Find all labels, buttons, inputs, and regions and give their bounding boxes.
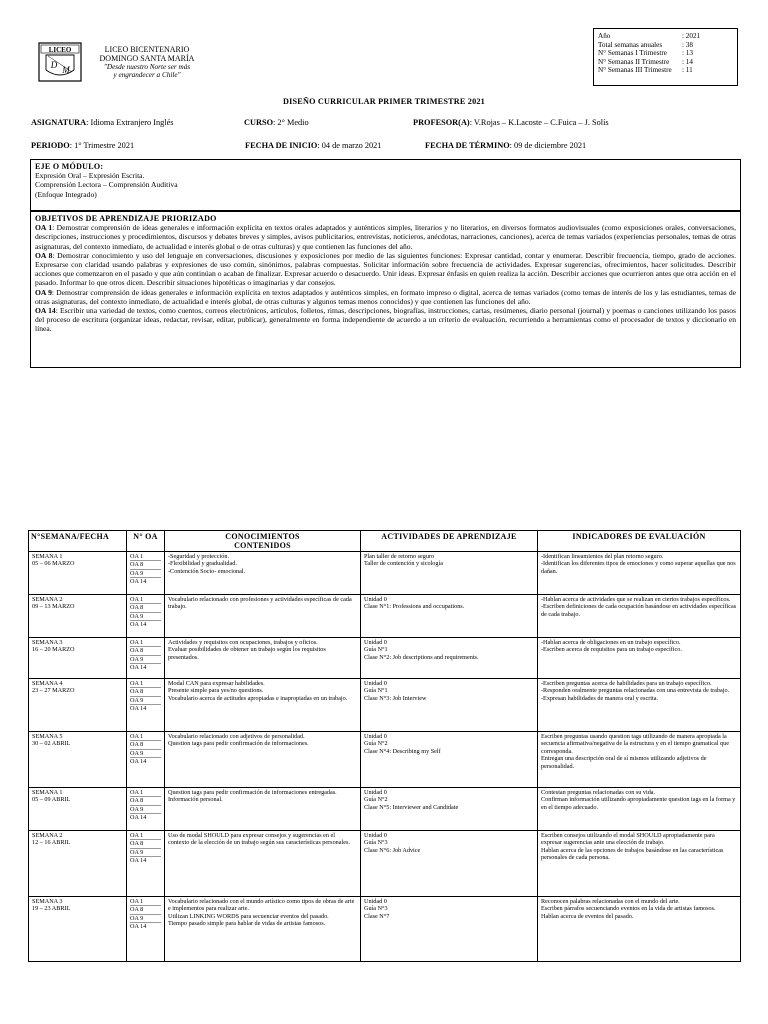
school-name-block	[88, 45, 206, 79]
cell-line: Vocabulario relacionado con el mundo artístico como tipos de obras de arte e implementos para realizar arte.	[168, 898, 355, 913]
week-date: 19 – 23 ABRIL	[32, 905, 71, 913]
cell-line: OA 8	[130, 840, 161, 848]
indicadores-cell	[538, 788, 741, 831]
column-header: N°SEMANA/FECHA	[29, 531, 127, 552]
school-name-line1: LICEO BICENTENARIO	[104, 45, 190, 54]
conocimientos-cell	[165, 831, 361, 897]
cell-line: OA 9	[130, 613, 161, 621]
objetivos-box	[30, 211, 741, 368]
week-label: SEMANA 2	[32, 596, 63, 603]
cell-line: Contestan preguntas relacionadas con su vida.	[541, 789, 656, 796]
cell-line: -Hablan acerca de actividades que se realizan en ciertos trabajos específicos.	[541, 596, 731, 603]
info-label: Total semanas anuales	[598, 40, 663, 49]
cell-line: Clase N°1: Professions and occupations.	[364, 603, 465, 611]
eje-heading: EJE O MÓDULO:	[35, 162, 104, 171]
cell-line: -Escriben definiciones de cada ocupación basándose en actividades específicas de cada trabajo.	[541, 603, 737, 618]
actividades-cell	[361, 897, 538, 962]
school-logo-icon	[38, 42, 82, 82]
info-label: Año	[598, 32, 611, 40]
oa-item: OA 1: Demostrar comprensión de ideas generales e información explícita en textos orales adaptados y auténticos simples, literarios y no literarios, en diversos formatos audiovisuales (como exposiciones orales, conversaciones, descripciones, instrucciones y procedimientos, discursos y debates breves y simples, avisos publicitarios, entrevistas, noticieros, anécdotas, narraciones, canciones), acerca de temas variados (experiencias personales, temas de otras asignaturas, del contexto inmediato, de actualidad e interés global o de otras culturas) y que contienen las funciones del año.	[35, 223, 736, 251]
info-value: : 38	[682, 40, 693, 49]
week-date: 30 – 02 ABRIL	[32, 740, 71, 748]
year-info-box	[593, 28, 738, 86]
indicadores-cell	[538, 897, 741, 962]
indicadores-cell	[538, 679, 741, 732]
cell-line: Hablan acerca de las opciones de trabajos basándose en las características personales de cada persona.	[541, 846, 724, 862]
week-cell	[29, 595, 127, 638]
column-header: CONOCIMIENTOS CONTENIDOS	[165, 531, 361, 552]
week-cell	[29, 638, 127, 679]
oa-cell	[127, 831, 165, 897]
fecha-termino-field: FECHA DE TÉRMINO: 09 de diciembre 2021	[425, 141, 587, 150]
cell-line: -Escriben preguntas acerca de habilidades para un trabajo específico.	[541, 680, 712, 687]
cell-line: OA 9	[130, 806, 161, 814]
school-motto-line1: "Desde nuestro Norte ser más	[103, 63, 191, 71]
cell-line: Vocabulario relacionado con profesiones y actividades específicas de cada trabajo.	[168, 596, 352, 611]
logo-text: LICEO	[48, 46, 72, 54]
oa-cell	[127, 897, 165, 962]
table-row	[29, 831, 741, 897]
svg-text:M: M	[62, 65, 70, 75]
school-name-line2: DOMINGO SANTA MARÍA	[99, 54, 195, 63]
actividades-cell	[361, 638, 538, 679]
cell-line: Unidad 0	[364, 733, 387, 740]
week-date: 09 – 13 MARZO	[32, 603, 75, 611]
oa-item: OA 9: Demostrar comprensión de ideas generales e información explícita en textos adaptados y auténticos simples, en formato impreso o digital, acerca de temas variados (como temas de interés de los y las estudiantes, temas de otras asignaturas, del contexto inmediato, de actualidad e interés global, de otras culturas y algunos temas menos conocidos) y que contienen las funciones del año.	[35, 287, 736, 306]
document-title: DISEÑO CURRICULAR PRIMER TRIMESTRE 2021	[283, 97, 485, 106]
cell-line: -Responden oralmente preguntas relacionadas con una entrevista de trabajo.	[541, 687, 730, 695]
oa-cell	[127, 638, 165, 679]
conocimientos-cell	[165, 679, 361, 732]
table-row	[29, 638, 741, 679]
cell-line: OA 9	[130, 697, 161, 705]
week-cell	[29, 788, 127, 831]
table-row	[29, 679, 741, 732]
actividades-cell	[361, 788, 538, 831]
cell-line: Unidad 0	[364, 639, 387, 646]
oa-cell	[127, 595, 165, 638]
table-row	[29, 595, 741, 638]
cell-line: Guía N°3	[364, 905, 388, 913]
cell-line: Unidad 0	[364, 596, 387, 603]
info-value: : 14	[682, 57, 693, 66]
cell-line: Clase N°5: Interviewer and Candidate	[364, 803, 459, 811]
cell-line: OA 1	[130, 639, 161, 647]
cell-line: OA 8	[130, 906, 161, 914]
indicadores-cell	[538, 552, 741, 595]
cell-line: Utilizan LINKING WORDS para secuenciar eventos del pasado.	[168, 912, 329, 920]
cell-line: OA 1	[130, 680, 161, 688]
cell-line: OA 14	[130, 758, 147, 766]
cell-line: OA 1	[130, 789, 161, 797]
cell-line: OA 14	[130, 923, 147, 931]
column-header: ACTIVIDADES DE APRENDIZAJE	[361, 531, 538, 552]
cell-line: -Seguridad y protección.	[168, 553, 229, 560]
cell-line: -Hablan acerca de obligaciones en un trabajo específico.	[541, 639, 681, 646]
eje-modulo-box	[30, 159, 741, 211]
eje-line: (Enfoque Integrado)	[35, 189, 97, 199]
week-cell	[29, 732, 127, 788]
cell-line: OA 14	[130, 705, 147, 713]
week-label: SEMANA 4	[32, 680, 63, 687]
indicadores-cell	[538, 638, 741, 679]
table-row	[29, 788, 741, 831]
week-label: SEMANA 1	[32, 789, 63, 796]
planning-table	[28, 530, 741, 962]
cell-line: OA 9	[130, 750, 161, 758]
cell-line: Escriben consejos utilizando el modal SHOULD apropiadamente para expresar sugerencias ante una elección de trabajo.	[541, 832, 715, 847]
column-header: INDICADORES DE EVALUACIÓN	[538, 531, 741, 552]
oa-item: OA 8: Demostrar conocimiento y uso del lenguaje en conversaciones, discusiones y exposiciones por medio de las siguientes funciones: Expresar cantidad, contar y enumerar. Describir frecuencia, tiempo, grado de acciones. Expresarse con claridad usando palabras y expresiones de uso común, sinónimos, palabras compuestas. Solicitar información sobre frecuencia de actividades. Expresar sugerencias, ofrecimientos, hacer solicitudes. Describir acciones que comenzaron en el pasado y que aún continúan o acaban de finalizar. Expresar acuerdo o desacuerdo. Unir ideas. Expresar énfasis en quien realiza la acción. Describir acciones que ocurrieron antes que otra acción en el pasado. Informar lo que otros dicen. Describir situaciones hipotéticas o imaginarias y dar consejos.	[35, 250, 736, 288]
cell-line: Hablan acerca de eventos del pasado.	[541, 912, 634, 920]
column-header: N° OA	[127, 531, 165, 552]
cell-line: OA 1	[130, 898, 161, 906]
info-row	[598, 41, 733, 50]
week-date: 12 – 16 ABRIL	[32, 839, 71, 847]
actividades-cell	[361, 831, 538, 897]
cell-line: Unidad 0	[364, 789, 387, 796]
cell-line: -Escriben acerca de requisitos para un trabajo específico.	[541, 646, 682, 654]
info-value: : 2021	[682, 32, 701, 40]
cell-line: Plan taller de retorno seguro	[364, 553, 435, 560]
cell-line: Vocabulario acerca de actitudes apropiadas e inapropiadas en un trabajo.	[168, 694, 348, 702]
svg-text:D: D	[50, 60, 58, 70]
school-motto-line2: y engrandecer a Chile"	[113, 71, 181, 80]
cell-line: Guía N°1	[364, 687, 388, 695]
conocimientos-cell	[165, 732, 361, 788]
cell-line: -Identifican los diferentes tipos de emociones y como superar aquellas que nos dañan.	[541, 560, 736, 575]
actividades-cell	[361, 595, 538, 638]
week-label: SEMANA 5	[32, 733, 63, 740]
indicadores-cell	[538, 732, 741, 788]
cell-line: Guía N°1	[364, 646, 388, 654]
cell-line: Question tags para pedir confirmación de informaciones.	[168, 740, 309, 748]
cell-line: Vocabulario relacionado con adjetivos de personalidad.	[168, 733, 305, 740]
cell-line: OA 14	[130, 578, 147, 586]
cell-line: Unidad 0	[364, 832, 387, 839]
actividades-cell	[361, 732, 538, 788]
cell-line: OA 14	[130, 857, 147, 865]
oa-cell	[127, 788, 165, 831]
eje-line: Comprensión Lectora – Comprensión Auditiva	[35, 180, 178, 190]
cell-line: Clase N°3: Job Interview	[364, 694, 427, 702]
week-label: SEMANA 2	[32, 832, 63, 839]
periodo-field: PERIODO: 1° Trimestre 2021	[31, 141, 135, 150]
cell-line: Guía N°2	[364, 796, 388, 804]
info-label: N° Semanas I Trimestre	[598, 49, 667, 58]
cell-line: OA 14	[130, 621, 147, 629]
fecha-inicio-field: FECHA DE INICIO: 04 de marzo 2021	[245, 141, 382, 150]
week-label: SEMANA 3	[32, 898, 63, 905]
cell-line: -Expresan habilidades de manera oral y escrita.	[541, 694, 658, 702]
info-label: N° Semanas II Trimestre	[598, 57, 670, 66]
cell-line: -Contención Socio- emocional.	[168, 567, 246, 575]
indicadores-cell	[538, 831, 741, 897]
week-label: SEMANA 1	[32, 553, 63, 560]
cell-line: OA 9	[130, 915, 161, 923]
cell-line: OA 8	[130, 647, 161, 655]
actividades-cell	[361, 552, 538, 595]
cell-line: Clase N°7	[364, 912, 390, 920]
cell-line: OA 14	[130, 814, 147, 822]
info-value: : 11	[682, 66, 693, 75]
cell-line: Question tags para pedir confirmación de informaciones entregadas.	[168, 789, 337, 796]
cell-line: -Flexibilidad y gradualidad.	[168, 560, 237, 568]
asignatura-field: ASIGNATURA: Idioma Extranjero Inglés	[31, 118, 174, 127]
cell-line: OA 1	[130, 832, 161, 840]
cell-line: OA 9	[130, 849, 161, 857]
cell-line: Clase N°4: Describing my Self	[364, 747, 441, 755]
objetivos-heading: OBJETIVOS DE APRENDIZAJE PRIORIZADO	[35, 214, 217, 223]
cell-line: Modal CAN para expresar habilidades.	[168, 680, 265, 687]
week-date: 05 – 09 ABRIL	[32, 796, 71, 804]
cell-line: Confirman información utilizando apropiadamente question tags en la forma y en el tiempo adecuado.	[541, 796, 736, 811]
cell-line: OA 9	[130, 656, 161, 664]
info-row	[598, 66, 733, 75]
profesor-field: PROFESOR(A): V.Rojas – K.Lacoste – C.Fuica – J. Solís	[413, 118, 609, 127]
cell-line: OA 1	[130, 733, 161, 741]
cell-line: Unidad 0	[364, 680, 387, 687]
info-row	[598, 49, 733, 58]
actividades-cell	[361, 679, 538, 732]
cell-line: Unidad 0	[364, 898, 387, 905]
indicadores-cell	[538, 595, 741, 638]
conocimientos-cell	[165, 552, 361, 595]
oa-cell	[127, 552, 165, 595]
cell-line: Actividades y requisitos con ocupaciones, trabajos y oficios.	[168, 639, 318, 646]
table-row	[29, 552, 741, 595]
cell-line: OA 1	[130, 553, 161, 561]
cell-line: Clase N°2: Job descriptions and requirements.	[364, 653, 479, 661]
conocimientos-cell	[165, 897, 361, 962]
eje-line: Expresión Oral – Expresión Escrita.	[35, 171, 145, 181]
cell-line: OA 8	[130, 797, 161, 805]
info-row	[598, 58, 733, 67]
conocimientos-cell	[165, 638, 361, 679]
cell-line: Uso de modal SHOULD para expresar consejos y sugerencias en el contexto de la elección de un trabajo según sus características personales.	[168, 832, 350, 847]
cell-line: OA 14	[130, 664, 147, 672]
week-label: SEMANA 3	[32, 639, 63, 646]
week-cell	[29, 897, 127, 962]
info-row	[598, 32, 733, 41]
cell-line: Guía N°2	[364, 740, 388, 748]
week-cell	[29, 679, 127, 732]
cell-line: Entregan una descripción oral de sí mismos utilizando adjetivos de personalidad.	[541, 755, 707, 770]
table-row	[29, 897, 741, 962]
cell-line: Tiempo pasado simple para hablar de vidas de artistas famosos.	[168, 920, 326, 928]
info-label: N° Semanas III Trimestre	[598, 66, 672, 75]
week-date: 16 – 20 MARZO	[32, 646, 75, 654]
cell-line: OA 1	[130, 596, 161, 604]
week-cell	[29, 552, 127, 595]
oa-cell	[127, 679, 165, 732]
cell-line: Taller de contención y sicología	[364, 560, 443, 568]
week-date: 23 – 27 MARZO	[32, 687, 75, 695]
week-date: 05 – 06 MARZO	[32, 560, 75, 568]
cell-line: OA 8	[130, 561, 161, 569]
cell-line: Evaluar posibilidades de obtener un trabajo según los requisitos presentados.	[168, 646, 326, 661]
cell-line: Presente simple para yes/no questions.	[168, 687, 264, 695]
cell-line: Información personal.	[168, 796, 223, 804]
conocimientos-cell	[165, 788, 361, 831]
cell-line: Escriben párrafos secuenciando eventos en la vida de artistas famosos.	[541, 905, 716, 913]
cell-line: Clase N°6: Job Advice	[364, 846, 421, 854]
cell-line: OA 8	[130, 604, 161, 612]
table-row	[29, 732, 741, 788]
oa-cell	[127, 732, 165, 788]
cell-line: OA 9	[130, 570, 161, 578]
cell-line: OA 8	[130, 741, 161, 749]
week-cell	[29, 831, 127, 897]
cell-line: OA 8	[130, 688, 161, 696]
curso-field: CURSO: 2° Medio	[244, 118, 309, 127]
conocimientos-cell	[165, 595, 361, 638]
cell-line: -Identifican lineamientos del plan retorno seguro.	[541, 553, 664, 560]
info-value: : 13	[682, 49, 693, 58]
cell-line: Reconocen palabras relacionadas con el mundo del arte.	[541, 898, 680, 905]
cell-line: Guía N°3	[364, 839, 388, 847]
cell-line: Escriben preguntas usando question tags utilizando de manera apropiada la secuencia afirmativa/negativa de la estructura y en el tiempo gramatical que corresponda.	[541, 733, 729, 755]
oa-item: OA 14: Escribir una variedad de textos, como cuentos, correos electrónicos, artículos, folletos, rimas, descripciones, biografías, instrucciones, cartas, resúmenes, diario personal (journal) y poemas o canciones utilizando los pasos del proceso de escritura (organizar ideas, redactar, revisar, editar, publicar), generalmente en forma independiente de acuerdo a un criterio de evaluación, recurriendo a herramientas como el procesador de textos y diccionario en línea.	[35, 306, 736, 334]
